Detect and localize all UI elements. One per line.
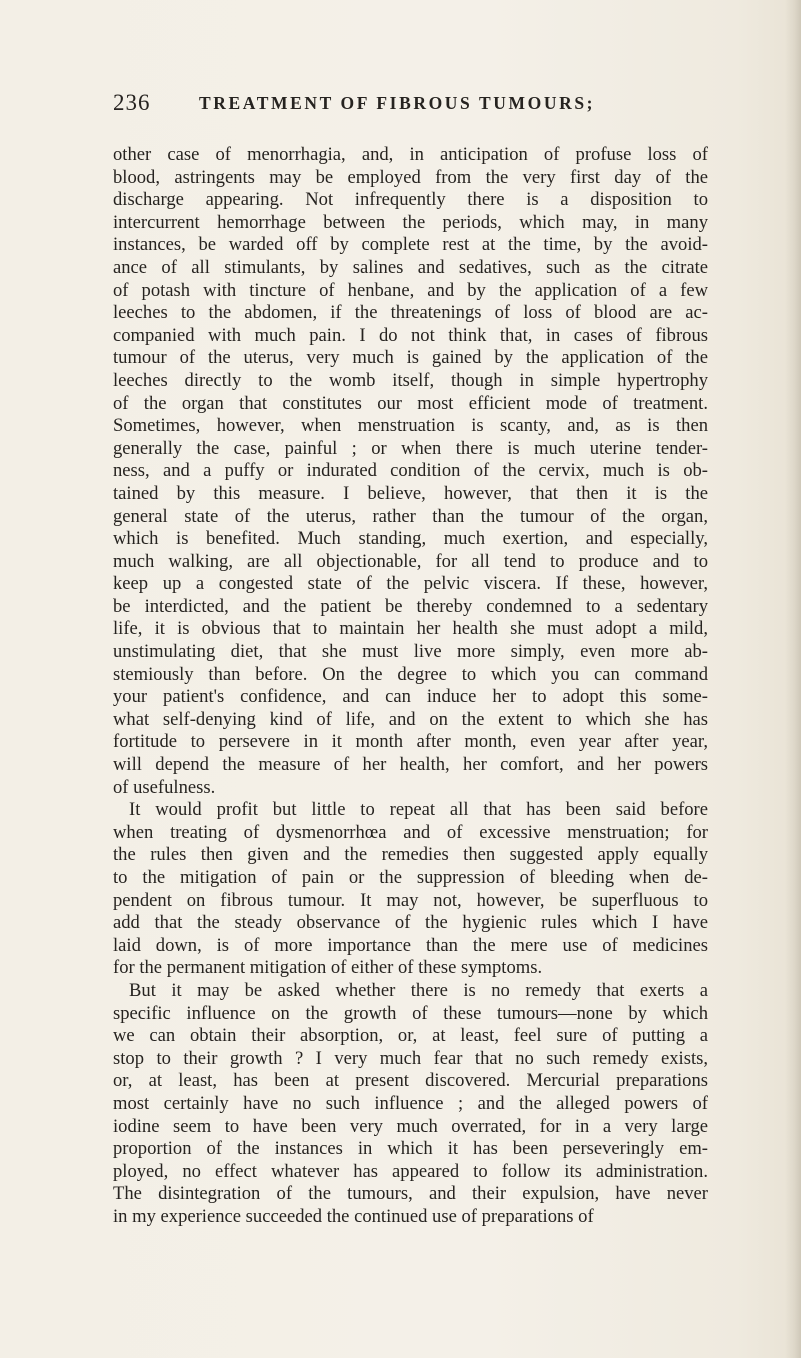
text-line: ance of all stimulants, by salines and sedatives, such as the citrate	[113, 256, 708, 278]
text-line: instances, be warded off by complete rest at the time, by the avoid-	[113, 234, 708, 256]
text-line: of usefulness.	[113, 776, 216, 798]
text-line: leeches directly to the womb itself, though in simple hypertrophy	[113, 369, 708, 391]
paragraph	[113, 980, 708, 1229]
text-line: tained by this measure. I believe, however, that then it is the	[113, 482, 708, 504]
text-line: will depend the measure of her health, her comfort, and her powers	[113, 754, 708, 776]
text-line: laid down, is of more importance than the mere use of medicines	[113, 934, 708, 956]
text-line: of potash with tincture of henbane, and by the application of a few	[113, 279, 708, 301]
text-line: life, it is obvious that to maintain her health she must adopt a mild,	[113, 618, 708, 640]
text-line: keep up a congested state of the pelvic viscera. If these, however,	[113, 573, 708, 595]
body-text	[113, 144, 708, 1229]
text-line: generally the case, painful ; or when there is much uterine tender-	[113, 437, 708, 459]
text-line: for the permanent mitigation of either of these symptoms.	[113, 957, 543, 979]
text-line: when treating of dysmenorrhœa and of excessive menstruation; for	[113, 821, 708, 843]
text-line: what self-denying kind of life, and on the extent to which she has	[113, 708, 708, 730]
text-line: much walking, are all objectionable, for all tend to produce and to	[113, 550, 708, 572]
text-line: to the mitigation of pain or the suppression of bleeding when de-	[113, 867, 708, 888]
text-line: The disintegration of the tumours, and their expulsion, have never	[113, 1183, 708, 1205]
text-line: But it may be asked whether there is no remedy that exerts a	[129, 979, 708, 1001]
text-line: tumour of the uterus, very much is gained by the application of the	[113, 347, 708, 369]
text-line: fortitude to persevere in it month after month, even year after year,	[113, 731, 708, 753]
text-line: proportion of the instances in which it has been perseveringly em-	[113, 1138, 708, 1160]
text-line: unstimulating diet, that she must live more simply, even more ab-	[113, 641, 708, 663]
text-line: ployed, no effect whatever has appeared to follow its administration.	[113, 1160, 708, 1182]
text-line: other case of menorrhagia, and, in anticipation of profuse loss of	[113, 144, 708, 165]
text-line: be interdicted, and the patient be thereby condemned to a sedentary	[113, 595, 708, 617]
text-line: add that the steady observance of the hygienic rules which I have	[113, 912, 708, 934]
text-line: ness, and a puffy or indurated condition of the cervix, much is ob-	[113, 460, 708, 482]
text-line: we can obtain their absorption, or, at least, feel sure of putting a	[113, 1025, 708, 1047]
text-line: or, at least, has been at present discovered. Mercurial preparations	[113, 1070, 708, 1092]
text-line: general state of the uterus, rather than the tumour of the organ,	[113, 505, 708, 527]
text-line: iodine seem to have been very much overrated, for in a very large	[113, 1115, 708, 1137]
text-line: companied with much pain. I do not think that, in cases of fibrous	[113, 324, 708, 346]
page-number: 236	[113, 90, 151, 115]
text-line: most certainly have no such influence ; and the alleged powers of	[113, 1092, 708, 1114]
text-line: intercurrent hemorrhage between the periods, which may, in many	[113, 211, 708, 233]
text-line: pendent on fibrous tumour. It may not, however, be superfluous to	[113, 889, 708, 911]
page-edge-shadow	[785, 0, 801, 1358]
text-line: Sometimes, however, when menstruation is scanty, and, as is then	[113, 415, 708, 437]
text-line: leeches to the abdomen, if the threatenings of loss of blood are ac-	[113, 302, 708, 324]
text-line: in my experience succeeded the continued use of preparations of	[113, 1205, 594, 1227]
paragraph	[113, 799, 708, 980]
page-header	[113, 90, 713, 120]
text-line: stemiously than before. On the degree to which you can command	[113, 663, 708, 685]
text-line: stop to their growth ? I very much fear that no such remedy exists,	[113, 1047, 708, 1069]
text-line: It would profit but little to repeat all that has been said before	[129, 799, 708, 821]
text-line: which is benefited. Much standing, much exertion, and especially,	[113, 528, 708, 550]
paragraph	[113, 144, 708, 799]
text-line: blood, astringents may be employed from the very first day of the	[113, 166, 708, 188]
text-line: of the organ that constitutes our most efficient mode of treatment.	[113, 392, 708, 414]
text-line: specific influence on the growth of these tumours—none by which	[113, 1002, 708, 1024]
text-line: discharge appearing. Not infrequently there is a disposition to	[113, 189, 708, 211]
text-line: your patient's confidence, and can induce her to adopt this some-	[113, 686, 708, 708]
text-line: the rules then given and the remedies then suggested apply equally	[113, 844, 708, 866]
running-head: TREATMENT OF FIBROUS TUMOURS;	[199, 93, 596, 113]
